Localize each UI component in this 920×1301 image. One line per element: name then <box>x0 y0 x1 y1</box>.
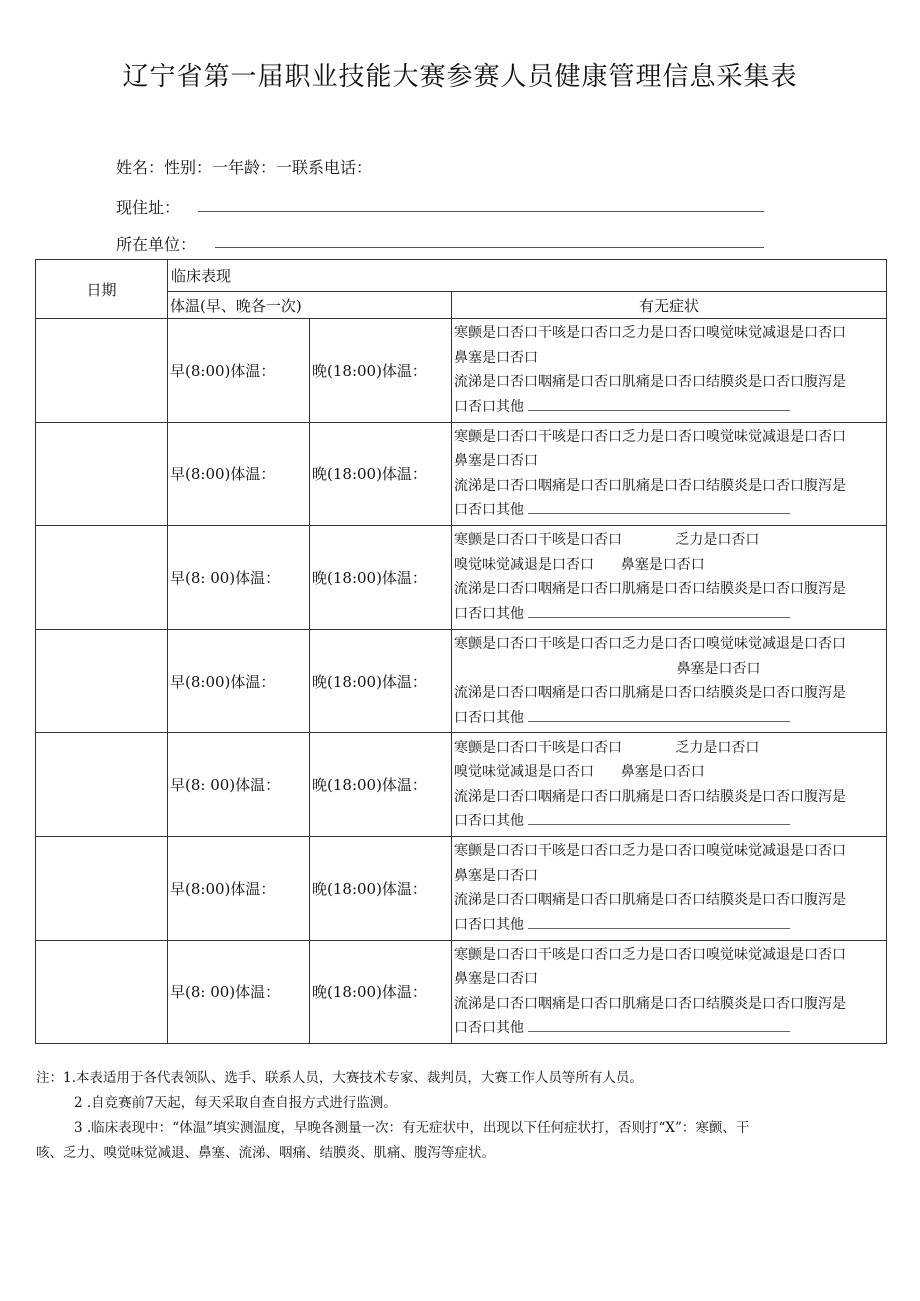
symptom-other-label: 口否口其他 <box>454 916 524 933</box>
symptom-line: 寒颤是口否口干咳是口否口 乏力是口否口 <box>454 739 760 756</box>
symptom-line: 鼻塞是口否口 <box>454 349 538 366</box>
date-cell[interactable] <box>36 526 168 630</box>
symptoms-cell[interactable] <box>452 940 887 1044</box>
symptom-other-line <box>454 602 885 627</box>
note-3: 3 .临床表现中：“体温”填实测温度，早晚各测量一次：有无症状中，出现以下任何症状打，否则打“X”：寒颤、干 <box>74 1120 750 1136</box>
personal-info-line: 姓名：性别：一年龄：一联系电话： <box>116 158 373 177</box>
symptom-other-line <box>454 395 885 420</box>
date-cell[interactable] <box>36 319 168 423</box>
table-row <box>36 940 887 1044</box>
address-field[interactable] <box>198 211 764 212</box>
notes-section <box>36 1066 884 1166</box>
symptom-other-label: 口否口其他 <box>454 605 524 622</box>
symptom-line: 流涕是口否口咽痛是口否口肌痛是口否口结膜炎是口否口腹泻是 <box>454 685 846 702</box>
clinical-header: 临床表现 <box>168 260 887 292</box>
table-row <box>36 319 887 423</box>
symptom-other-label: 口否口其他 <box>454 398 524 415</box>
table-row <box>36 733 887 837</box>
date-cell[interactable] <box>36 733 168 837</box>
symptom-line: 流涕是口否口咽痛是口否口肌痛是口否口结膜炎是口否口腹泻是 <box>454 892 846 909</box>
symptom-header: 有无症状 <box>452 292 887 319</box>
table-row <box>36 836 887 940</box>
symptom-line: 流涕是口否口咽痛是口否口肌痛是口否口结膜炎是口否口腹泻是 <box>454 581 846 598</box>
symptom-line: 寒颤是口否口干咳是口否口乏力是口否口嗅觉味觉减退是口否口 <box>454 843 846 860</box>
morning-temperature-cell[interactable]: 早(8:00)体温： <box>168 629 310 733</box>
symptom-other-line <box>454 809 885 834</box>
unit-field[interactable] <box>215 247 764 248</box>
table-row <box>36 629 887 733</box>
symptom-line: 寒颤是口否口干咳是口否口乏力是口否口嗅觉味觉减退是口否口 <box>454 636 846 653</box>
symptom-other-line <box>454 1016 885 1041</box>
morning-temperature-cell[interactable]: 早(8: 00)体温： <box>168 526 310 630</box>
symptoms-cell[interactable] <box>452 422 887 526</box>
other-symptom-field[interactable] <box>528 604 790 618</box>
symptom-other-line <box>454 706 885 731</box>
symptom-line: 寒颤是口否口干咳是口否口乏力是口否口嗅觉味觉减退是口否口 <box>454 946 846 963</box>
date-cell[interactable] <box>36 940 168 1044</box>
symptom-line: 流涕是口否口咽痛是口否口肌痛是口否口结膜炎是口否口腹泻是 <box>454 788 846 805</box>
temperature-header: 体温(早、晚各一次) <box>168 292 452 319</box>
morning-temperature-cell[interactable]: 早(8:00)体温： <box>168 836 310 940</box>
date-header: 日期 <box>36 260 168 319</box>
symptom-line: 流涕是口否口咽痛是口否口肌痛是口否口结膜炎是口否口腹泻是 <box>454 995 846 1012</box>
evening-temperature-cell[interactable]: 晚(18:00)体温： <box>310 629 452 733</box>
table-row <box>36 526 887 630</box>
note-2: 2 .自竞赛前7天起，每天采取自查自报方式进行监测。 <box>74 1095 397 1111</box>
symptom-other-line <box>454 498 885 523</box>
symptom-line: 流涕是口否口咽痛是口否口肌痛是口否口结膜炎是口否口腹泻是 <box>454 374 846 391</box>
table-header-row <box>36 260 887 292</box>
evening-temperature-cell[interactable]: 晚(18:00)体温： <box>310 940 452 1044</box>
evening-temperature-cell[interactable]: 晚(18:00)体温： <box>310 422 452 526</box>
symptom-line: 鼻塞是口否口 <box>454 971 538 988</box>
symptom-line: 寒颤是口否口干咳是口否口 乏力是口否口 <box>454 532 760 549</box>
symptoms-cell[interactable] <box>452 629 887 733</box>
symptom-other-line <box>454 913 885 938</box>
symptoms-cell[interactable] <box>452 733 887 837</box>
symptom-other-label: 口否口其他 <box>454 709 524 726</box>
symptom-line: 鼻塞是口否口 <box>454 660 761 677</box>
symptoms-cell[interactable] <box>452 526 887 630</box>
other-symptom-field[interactable] <box>528 397 790 411</box>
address-label: 现住址： <box>116 198 181 217</box>
other-symptom-field[interactable] <box>528 1018 790 1032</box>
note-1: 注：1.本表适用于各代表领队、选手、联系人员，大赛技术专家、裁判员，大赛工作人员等所有人员。 <box>36 1070 643 1086</box>
symptom-line: 鼻塞是口否口 <box>454 453 538 470</box>
note-3-continued: 咳、乏力、嗅觉味觉减退、鼻塞、流涕、咽痛、结膜炎、肌痛、腹泻等症状。 <box>36 1145 495 1161</box>
symptom-line: 流涕是口否口咽痛是口否口肌痛是口否口结膜炎是口否口腹泻是 <box>454 477 846 494</box>
morning-temperature-cell[interactable]: 早(8:00)体温： <box>168 422 310 526</box>
other-symptom-field[interactable] <box>528 811 790 825</box>
symptom-line: 寒颤是口否口干咳是口否口乏力是口否口嗅觉味觉减退是口否口 <box>454 428 846 445</box>
evening-temperature-cell[interactable]: 晚(18:00)体温： <box>310 526 452 630</box>
unit-label: 所在单位： <box>116 235 197 254</box>
symptom-other-label: 口否口其他 <box>454 502 524 519</box>
evening-temperature-cell[interactable]: 晚(18:00)体温： <box>310 319 452 423</box>
symptom-other-label: 口否口其他 <box>454 813 524 830</box>
form-title: 辽宁省第一届职业技能大赛参赛人员健康管理信息采集表 <box>122 62 798 92</box>
morning-temperature-cell[interactable]: 早(8: 00)体温： <box>168 940 310 1044</box>
symptom-line: 寒颤是口否口干咳是口否口乏力是口否口嗅觉味觉减退是口否口 <box>454 325 846 342</box>
date-cell[interactable] <box>36 836 168 940</box>
health-info-table <box>35 259 887 1044</box>
morning-temperature-cell[interactable]: 早(8: 00)体温： <box>168 733 310 837</box>
other-symptom-field[interactable] <box>528 915 790 929</box>
symptom-line: 鼻塞是口否口 <box>454 867 538 884</box>
evening-temperature-cell[interactable]: 晚(18:00)体温： <box>310 733 452 837</box>
symptom-line: 嗅觉味觉减退是口否口 鼻塞是口否口 <box>454 764 705 781</box>
morning-temperature-cell[interactable]: 早(8:00)体温： <box>168 319 310 423</box>
date-cell[interactable] <box>36 422 168 526</box>
symptom-other-label: 口否口其他 <box>454 1020 524 1037</box>
date-cell[interactable] <box>36 629 168 733</box>
other-symptom-field[interactable] <box>528 500 790 514</box>
evening-temperature-cell[interactable]: 晚(18:00)体温： <box>310 836 452 940</box>
symptoms-cell[interactable] <box>452 319 887 423</box>
table-row <box>36 422 887 526</box>
symptoms-cell[interactable] <box>452 836 887 940</box>
other-symptom-field[interactable] <box>528 708 790 722</box>
symptom-line: 嗅觉味觉减退是口否口 鼻塞是口否口 <box>454 556 705 573</box>
